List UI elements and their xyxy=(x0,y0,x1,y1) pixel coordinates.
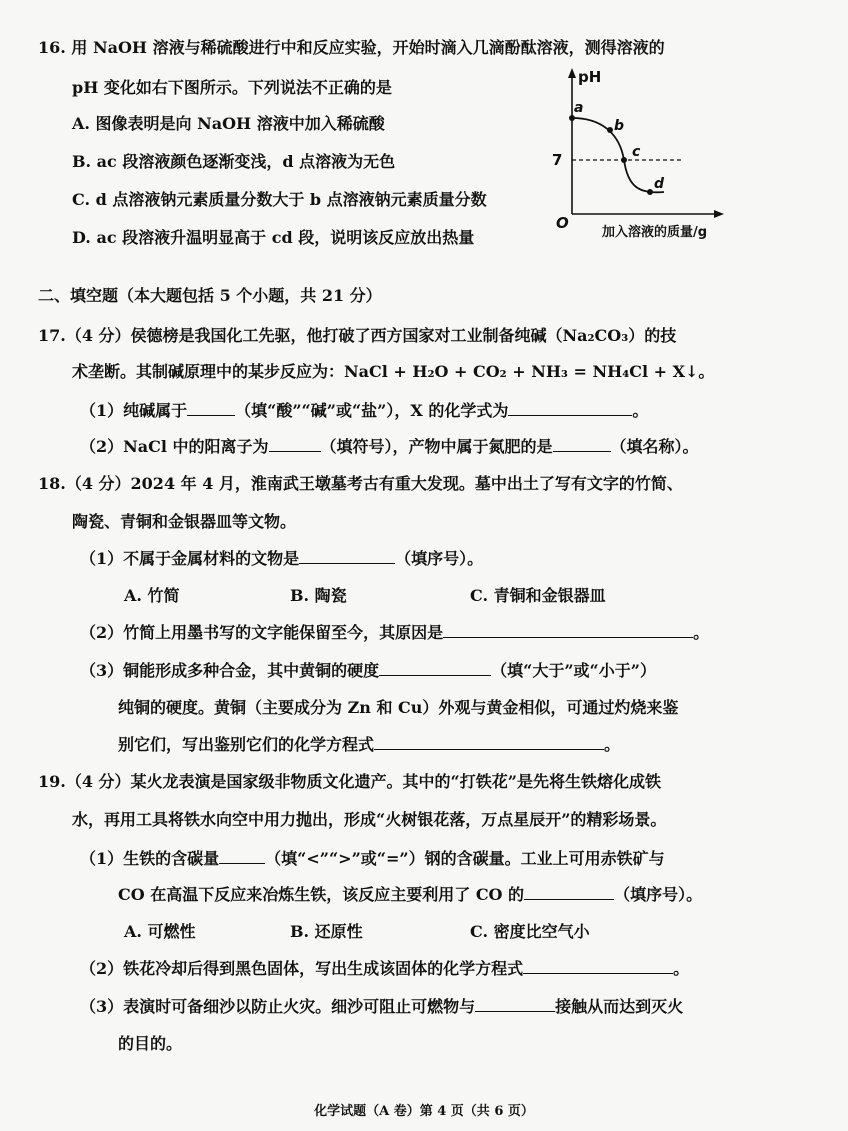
q17-sub1 xyxy=(80,400,648,421)
q18-stem-line1: 18.（4 分）2024 年 4 月，淮南武王墩墓考古有重大发现。墓中出土了写有文字的竹简、 xyxy=(38,474,683,493)
x-axis-arrow-icon xyxy=(714,210,724,218)
q17-sub2-text-a: （2）NaCl 中的阳离子为 xyxy=(80,437,269,456)
answer-blank[interactable] xyxy=(219,848,265,864)
page-footer: 化学试题（A 卷）第 4 页（共 6 页） xyxy=(314,1104,534,1119)
point-b-label: b xyxy=(614,118,625,134)
q18-sub3 xyxy=(80,660,656,681)
answer-blank[interactable] xyxy=(187,400,235,416)
q18-sub3-text-a: （3）铜能形成多种合金，其中黄铜的硬度 xyxy=(80,661,380,680)
q19-stem-line2: 水，再用工具将铁水向空中用力抛出，形成“火树银花落，万点星辰开”的精彩场景。 xyxy=(72,810,667,829)
q19-sub1 xyxy=(80,848,665,869)
q19-option-c: C. 密度比空气小 xyxy=(470,922,590,941)
x-axis-label: 加入溶液的质量/g xyxy=(602,225,708,240)
q16-option-b: B. ac 段溶液颜色逐渐变浅，d 点溶液为无色 xyxy=(72,152,396,171)
q19-sub3-text-b: 接触从而达到灭火 xyxy=(555,997,684,1016)
section-heading: 二、填空题（本大题包括 5 个小题，共 21 分） xyxy=(38,286,382,305)
q18-option-b: B. 陶瓷 xyxy=(290,586,347,605)
q19-sub2 xyxy=(80,958,689,979)
point-d-label: d xyxy=(654,176,665,192)
q19-sub3 xyxy=(80,996,683,1017)
q19-sub1-text-a: （1）生铁的含碳量 xyxy=(80,849,220,868)
origin-label: O xyxy=(556,214,569,232)
q16-stem-line2: pH 变化如右下图所示。下列说法不正确的是 xyxy=(72,78,392,97)
q17-stem-line2: 术垄断。其制碱原理中的某步反应为：NaCl + H₂O + CO₂ + NH₃ = NH₄Cl + X↓。 xyxy=(72,362,715,381)
y-axis-arrow-icon xyxy=(568,68,576,78)
q18-stem-line2: 陶瓷、青铜和金银器皿等文物。 xyxy=(72,512,297,531)
q19-sub3-line2: 的目的。 xyxy=(118,1034,183,1053)
answer-blank[interactable] xyxy=(269,436,321,452)
q18-sub1 xyxy=(80,548,483,569)
q18-sub2-text-a: （2）竹简上用墨书写的文字能保留至今，其原因是 xyxy=(80,623,444,642)
q19-sub3-text-a: （3）表演时可备细沙以防止火灾。细沙可阻止可燃物与 xyxy=(80,997,476,1016)
point-d xyxy=(647,189,653,195)
q18-sub3-text-b: （填“大于”或“小于”） xyxy=(491,661,656,680)
answer-blank[interactable] xyxy=(508,400,632,416)
q19-sub1-text-b: （填“<”“>”或“=”）钢的含碳量。工业上可用赤铁矿与 xyxy=(265,849,665,868)
q18-sub1-text-b: （填序号）。 xyxy=(395,549,484,568)
q17-sub1-text-c: 。 xyxy=(632,401,649,420)
q19-sub2-text-a: （2）铁花冷却后得到黑色固体，写出生成该固体的化学方程式 xyxy=(80,959,524,978)
point-c-label: c xyxy=(632,144,641,160)
answer-blank[interactable] xyxy=(379,660,491,676)
q17-sub2 xyxy=(80,436,699,457)
q19-sub1-text-c: CO 在高温下反应来冶炼生铁，该反应主要利用了 CO 的 xyxy=(118,885,525,904)
point-c xyxy=(621,157,627,163)
answer-blank[interactable] xyxy=(374,734,604,750)
q19-option-a: A. 可燃性 xyxy=(124,922,196,941)
q18-sub3-line3 xyxy=(118,734,620,755)
answer-blank[interactable] xyxy=(524,884,614,900)
q18-option-c: C. 青铜和金银器皿 xyxy=(470,586,606,605)
q17-sub2-text-b: （填符号），产物中属于氮肥的是 xyxy=(320,437,553,456)
q16-stem-line1: 16. 用 NaOH 溶液与稀硫酸进行中和反应实验，开始时滴入几滴酚酞溶液，测得溶液的 xyxy=(38,38,665,57)
y-axis-label: pH xyxy=(578,68,602,86)
q17-sub1-text-b: （填“酸”“碱”或“盐”），X 的化学式为 xyxy=(235,401,509,420)
q18-sub2-text-b: 。 xyxy=(693,623,710,642)
q16-option-c: C. d 点溶液钠元素质量分数大于 b 点溶液钠元素质量分数 xyxy=(72,190,487,209)
answer-blank[interactable] xyxy=(475,996,555,1012)
q18-sub3-text-d: 。 xyxy=(604,735,621,754)
q19-stem-line1: 19.（4 分）某火龙表演是国家级非物质文化遗产。其中的“打铁花”是先将生铁熔化成铁 xyxy=(38,772,661,791)
q19-sub2-text-b: 。 xyxy=(673,959,690,978)
q18-sub1-text-a: （1）不属于金属材料的文物是 xyxy=(80,549,300,568)
q17-sub1-text-a: （1）纯碱属于 xyxy=(80,401,188,420)
q19-sub1-line2 xyxy=(118,884,702,905)
point-a-label: a xyxy=(574,100,584,116)
q17-sub2-text-c: （填名称）。 xyxy=(610,437,699,456)
q19-option-b: B. 还原性 xyxy=(290,922,363,941)
q19-sub1-text-d: （填序号）。 xyxy=(614,885,703,904)
q18-sub2 xyxy=(80,622,709,643)
q16-option-d: D. ac 段溶液升温明显高于 cd 段，说明该反应放出热量 xyxy=(72,228,475,247)
answer-blank[interactable] xyxy=(443,622,693,638)
q18-sub3-text-c: 别它们，写出鉴别它们的化学方程式 xyxy=(118,735,375,754)
q17-stem-line1: 17.（4 分）侯德榜是我国化工先驱，他打破了西方国家对工业制备纯碱（Na₂CO₃）的技 xyxy=(38,326,677,345)
q18-option-a: A. 竹简 xyxy=(124,586,180,605)
answer-blank[interactable] xyxy=(523,958,673,974)
q18-sub3-line2: 纯铜的硬度。黄铜（主要成分为 Zn 和 Cu）外观与黄金相似，可通过灼烧来鉴 xyxy=(118,698,679,717)
reference-line-label: 7 xyxy=(552,151,563,169)
q16-option-a: A. 图像表明是向 NaOH 溶液中加入稀硫酸 xyxy=(72,114,385,133)
ph-chart xyxy=(548,66,738,246)
answer-blank[interactable] xyxy=(299,548,395,564)
answer-blank[interactable] xyxy=(553,436,611,452)
point-b xyxy=(607,127,613,133)
